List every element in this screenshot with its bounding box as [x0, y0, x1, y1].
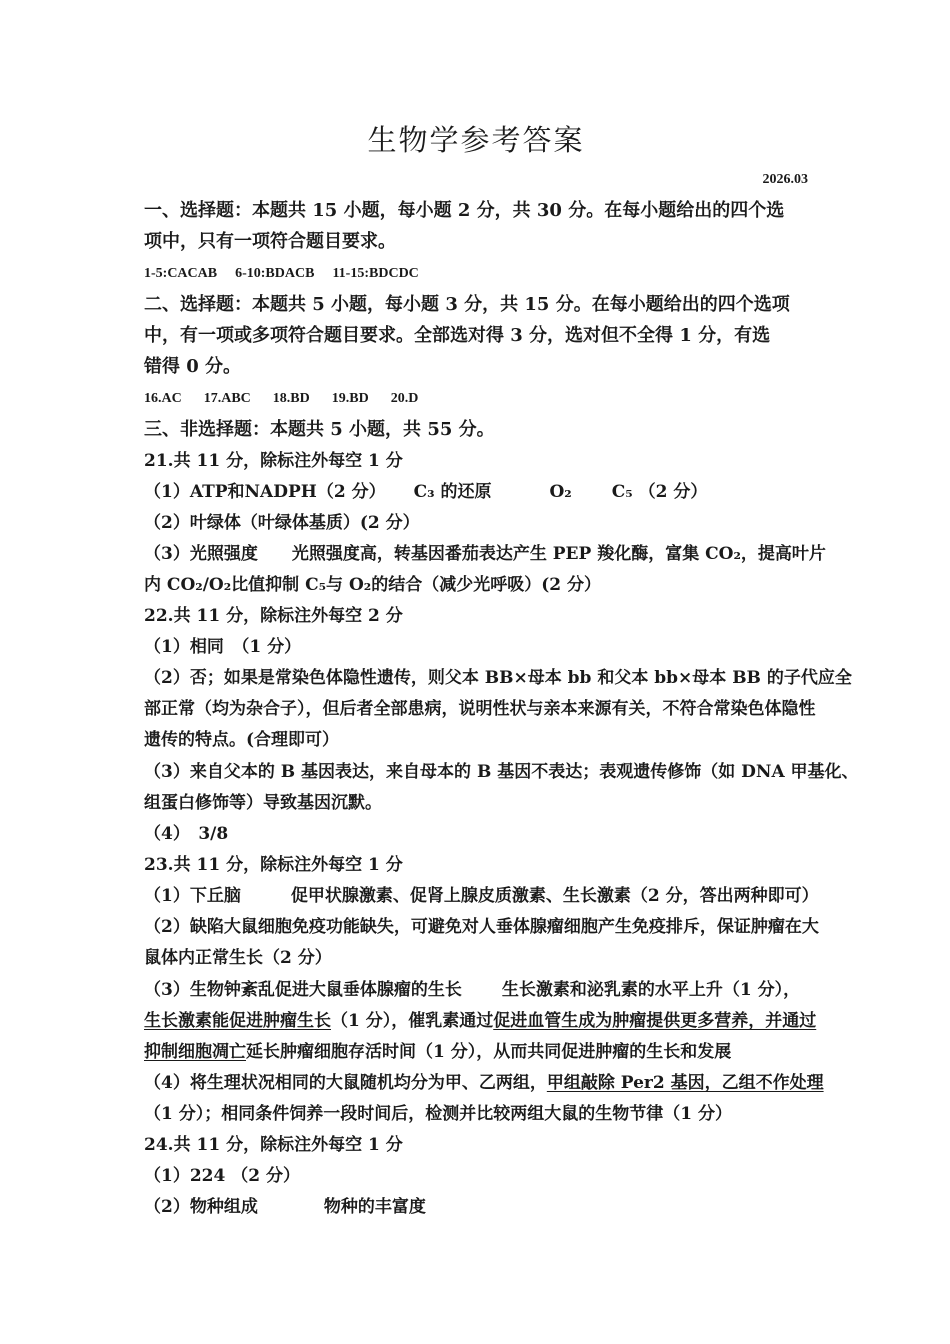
section-2-heading-line-3: 错得 0 分。 [144, 356, 242, 377]
q23-part-3-line-1: （3）生物钟紊乱促进大鼠垂体腺瘤的生长 生长激素和泌乳素的水平上升（1 分）， [144, 980, 801, 1000]
answer-17: 17.ABC [203, 391, 251, 406]
q22-heading: 22.共 11 分，除标注外每空 2 分 [144, 606, 403, 626]
q21-part-3-line-2: 内 CO₂/O₂比值抑制 C₅与 O₂的结合（减少光呼吸）(2 分） [144, 575, 602, 595]
q22-part-3-line-2: 组蛋白修饰等）导致基因沉默。 [144, 793, 382, 813]
answer-group-2: 6-10:BDACB [235, 266, 315, 281]
section-3-heading: 三、非选择题：本题共 5 小题，共 55 分。 [144, 419, 495, 440]
section-2-answers [144, 388, 418, 410]
section-1-heading-line-2: 项中，只有一项符合题目要求。 [144, 231, 396, 252]
q22-part-1: （1）相同 （1 分） [144, 637, 302, 657]
page-title: 生物学参考答案 [367, 123, 585, 157]
underlined-phrase: 甲组敲除 Per2 基因，乙组不作处理 [546, 1073, 824, 1093]
q24-heading: 24.共 11 分，除标注外每空 1 分 [144, 1135, 403, 1155]
underlined-phrase: 促进血管生成为肿瘤提供更多营养，并通过 [493, 1011, 817, 1031]
underlined-phrase: 生长激素能促进肿瘤生长 [144, 1011, 331, 1031]
answer-19: 19.BD [331, 391, 369, 406]
q23-part-2-line-1: （2）缺陷大鼠细胞免疫功能缺失，可避免对人垂体腺瘤细胞产生免疫排斥，保证肿瘤在大 [144, 917, 819, 937]
underlined-phrase: 抑制细胞凋亡 [144, 1042, 246, 1062]
q21-part-2: （2）叶绿体（叶绿体基质）(2 分） [144, 513, 420, 533]
q23-heading: 23.共 11 分，除标注外每空 1 分 [144, 855, 403, 875]
q23-part-4-line-2: （1 分）；相同条件饲养一段时间后，检测并比较两组大鼠的生物节律（1 分） [144, 1104, 732, 1124]
q23-part-2-line-2: 鼠体内正常生长（2 分） [144, 948, 332, 968]
q21-part-1: （1）ATP和NADPH（2 分） C₃ 的还原 O₂ C₅ （2 分） [144, 482, 708, 502]
q22-part-2-line-2: 部正常（均为杂合子），但后者全部患病，说明性状与亲本来源有关，不符合常染色体隐性 [144, 699, 816, 719]
answer-group-1: 1-5:CACAB [144, 266, 218, 281]
q21-part-3-line-1: （3）光照强度 光照强度高，转基因番茄表达产生 PEP 羧化酶，富集 CO₂，提高叶片 [144, 544, 826, 564]
q22-part-4: （4） 3/8 [144, 824, 229, 844]
q22-part-2-line-3: 遗传的特点。(合理即可） [144, 730, 340, 750]
answer-20: 20.D [390, 391, 419, 406]
date-label: 2026.03 [762, 172, 808, 187]
q23-part-3-line-2: 生长激素能促进肿瘤生长（1 分），催乳素通过促进血管生成为肿瘤提供更多营养，并通过 [144, 1011, 817, 1031]
q22-part-3-line-1: （3）来自父本的 B 基因表达，来自母本的 B 基因不表达；表观遗传修饰（如 DNA 甲基化、 [144, 762, 859, 782]
answer-18: 18.BD [272, 391, 310, 406]
q22-part-2-line-1: （2）否；如果是常染色体隐性遗传，则父本 BB×母本 bb 和父本 bb×母本 BB 的子代应全 [144, 668, 852, 688]
answer-16: 16.AC [144, 391, 182, 406]
section-2-heading-line-1: 二、选择题：本题共 5 小题，每小题 3 分，共 15 分。在每小题给出的四个选项 [144, 294, 790, 315]
section-2-heading-line-2: 中，有一项或多项符合题目要求。全部选对得 3 分，选对但不全得 1 分，有选 [144, 325, 771, 346]
section-1-heading-line-1: 一、选择题：本题共 15 小题，每小题 2 分，共 30 分。在每小题给出的四个选 [144, 200, 785, 221]
q21-heading: 21.共 11 分，除标注外每空 1 分 [144, 451, 403, 471]
q24-part-1: （1）224 （2 分） [144, 1166, 300, 1186]
q23-part-4-line-1: （4）将生理状况相同的大鼠随机均分为甲、乙两组，甲组敲除 Per2 基因，乙组不作处理 [144, 1073, 824, 1093]
answer-group-3: 11-15:BDCDC [332, 266, 419, 281]
q24-part-2: （2）物种组成 物种的丰富度 [144, 1197, 426, 1217]
q23-part-3-line-3: 抑制细胞凋亡延长肿瘤细胞存活时间（1 分），从而共同促进肿瘤的生长和发展 [144, 1042, 732, 1062]
section-1-answers [144, 263, 419, 285]
q23-part-1: （1）下丘脑 促甲状腺激素、促肾上腺皮质激素、生长激素（2 分，答出两种即可） [144, 886, 819, 906]
